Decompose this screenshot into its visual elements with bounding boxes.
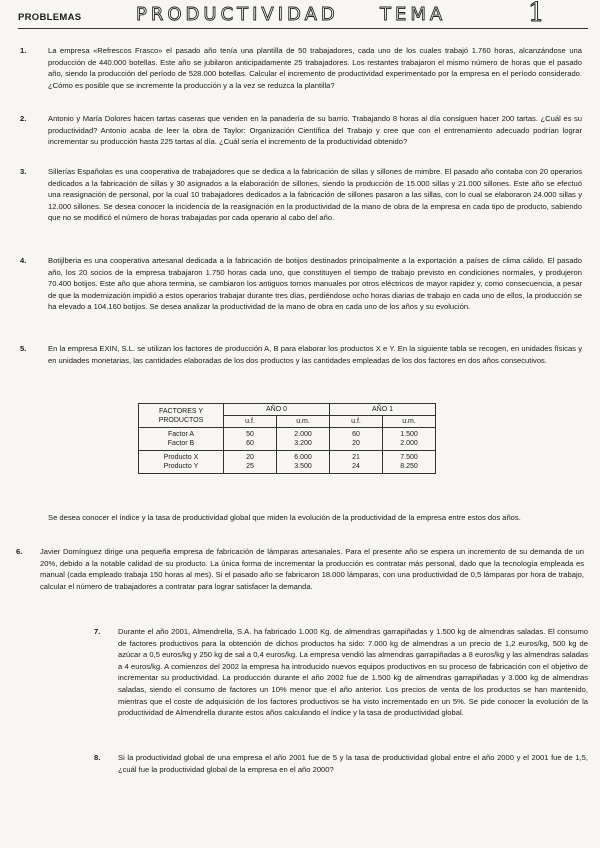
problem-text: Javier Domínguez dirige una pequeña empresa de fabricación de lámparas artesanales. Para el presente año se espera un incremento de su demanda de un 20%, debido a la notable calidad de su producto. La única forma de incrementar la producción es contratar más personal, dado que la tecnología empleada es manual (cada empleado trabaja 150 horas al mes). Si el pasado año se fabricaron 18.000 lámparas, con una productividad de 0,5 lámparas por hora de trabajo, calcular el número de trabajadores a contratar para lograr satisfacer la demanda. [40, 547, 584, 591]
cell-value: 60 [246, 440, 254, 447]
problem-number: 3. [20, 167, 27, 176]
cell-value: 24 [352, 463, 360, 470]
problem-number: 6. [16, 547, 23, 556]
problem-text: Sillerías Españolas es una cooperativa de trabajadores que se dedica a la fabricación de sillas y sillones de mimbre. El pasado año contaba con 20 operarios dedicados a la fabricación de sillas y 30 asignados a la elaboración de sillones, siendo la producción de 15.000 sillas y 21.000 sillones. Este año se efectuó una reasignación de personal, por la cual 10 trabajadores dedicados a la fabricación de sillones pasaron a las sillas, con lo cual se elaboraron 24.000 sillas y 12.000 sillones. Se desea conocer la incidencia de la reasignación en la productividad de la mano de obra de la empresa en cada tipo de producto, sabiendo que no se modificó el número de horas trabajadas por cada operario al cabo del año. [48, 167, 582, 223]
table-header-year0: AÑO 0 [224, 404, 330, 416]
table-cell [277, 428, 330, 451]
table-cell [383, 428, 436, 451]
cell-value: 8.250 [400, 463, 418, 470]
problem-text: Durante el año 2001, Almendrella, S.A. ha fabricado 1.000 Kg. de almendras garrapiñadas y 1.500 kg de almendras saladas. El consumo de factores productivos para la obtención de dichos productos ha sido: 7.000 kg de almendras a un precio de 1,2 euros/kg, 500 kg de azúcar a 0,5 euros/kg y 250 kg de sal a 0,4 euros/kg. La empresa vendió las almendras garrapiñadas a 8 euros/kg y las almendras saladas a 4 euros/kg. A comienzos del 2002 la empresa ha introducido nuevos equipos productivos en su proceso de fabricación con el objetivo de incrementar su productividad. La producción durante el año 2002 fue de 1.500 kg de almendras garrapiñadas y 3.000 kg de almendras saladas, siendo el consumo de factores un 10% menor que el año anterior. Los precios de venta de los productos se han mantenido, mientras que el coste de adquisición de los factores productivos se ha visto incrementado en un 5%. Se pide conocer la evolución de la productividad de Almendrella durante estos años calculando el índice y la tasa de productividad global. [118, 627, 588, 718]
problem-number: 8. [94, 753, 101, 762]
problem-text: Botijlberia es una cooperativa artesanal dedicada a la fabricación de botijos destinados principalmente a la exportación a países de clima cálido. El pasado año, los 20 socios de la empresa trabajaron 1.750 horas cada uno, que constituyen el tiempo de trabajo previsto en condiciones normales, y produjeron 70.400 botijos. Este año que ahora termina, se cambiaron los antiguos tornos manuales por otros eléctricos de mayor rapidez y, como consecuencia, a pesar de que la modernización impidió a estos operarios trabajar durante tres días, perdiéndose ocho horas diarias de trabajo en cada uno de ellos, la producción se ha elevado a 104.160 botijos. Se desea analizar la productividad de la mano de obra en cada uno de los años y su evolución. [48, 256, 583, 312]
table-cell [224, 451, 277, 474]
table-cell-labels [139, 428, 224, 451]
problem-text: La empresa «Refrescos Frasco» el pasado año tenía una plantilla de 50 trabajadores, cada uno de los cuales trabajó 1.760 horas, alcanzándose una producción de 440.000 botellas. Este año se jubilaron anticipadamente 25 trabajadores. Los restantes trabajaron el mismo número de horas que el pasado año, siendo la producción del período de 528.000 botellas. Calcular el incremento de productividad experimentado por la empresa en el período considerado. ¿Cómo es posible que se incremente la producción y a la vez se reduzca la plantilla? [48, 46, 582, 90]
problem-number: 4. [20, 256, 27, 265]
table-cell [383, 451, 436, 474]
row-label: Producto Y [163, 463, 199, 470]
cell-value: 50 [246, 431, 254, 438]
table-subheader: u.m. [277, 416, 330, 428]
row-label: Factor B [167, 440, 195, 447]
cell-value: 21 [352, 454, 360, 461]
row-label: Producto X [163, 454, 199, 461]
handwritten-number: 1 [528, 0, 545, 28]
table-subheader: u.m. [383, 416, 436, 428]
handwritten-tema: TEMA [380, 4, 447, 25]
row-label: Factor A [167, 431, 195, 438]
table-subheader: u.f. [224, 416, 277, 428]
problem-text: En la empresa EXIN, S.L. se utilizan los factores de producción A, B para elaborar los productos X e Y. En la siguiente tabla se recogen, en unidades físicas y en unidades monetarias, las cantidades elaboradas de los dos productos y las cantidades empleadas de los dos factores en dos años consecutivos. [48, 344, 582, 365]
problem-number: 5. [20, 344, 27, 353]
page-header [18, 0, 588, 29]
table-cell [224, 428, 277, 451]
cell-value: 20 [352, 440, 360, 447]
problem-number: 2. [20, 114, 27, 123]
problem-number: 1. [20, 46, 27, 55]
table-cell [330, 451, 383, 474]
section-label: PROBLEMAS [18, 12, 82, 23]
cell-value: 1.500 [400, 431, 418, 438]
problem-number: 7. [94, 627, 101, 636]
table-subheader: u.f. [330, 416, 383, 428]
cell-value: 3.500 [294, 463, 312, 470]
table-cell [277, 451, 330, 474]
handwritten-title: PRODUCTIVIDAD [136, 4, 339, 25]
problem-text: Si la productividad global de una empresa el año 2001 fue de 5 y la tasa de productividad global entre el año 2000 y el 2001 fue de 1,5, ¿cuál fue la productividad global de la empresa en el año 2000? [118, 753, 588, 774]
table-cell [330, 428, 383, 451]
cell-value: 60 [352, 431, 360, 438]
cell-value: 2.000 [294, 431, 312, 438]
factors-table [138, 403, 436, 474]
cell-value: 25 [246, 463, 254, 470]
table-header-year1: AÑO 1 [330, 404, 436, 416]
cell-value: 20 [246, 454, 254, 461]
cell-value: 6.000 [294, 454, 312, 461]
cell-value: 7.500 [400, 454, 418, 461]
table-cell-labels [139, 451, 224, 474]
problem-text: Antonio y María Dolores hacen tartas caseras que venden en la panadería de su barrio. Trabajando 8 horas al día consiguen hacer 200 tartas. ¿Cuál es su productividad? Antonio acaba de leer la obra de Taylor: Organización Científica del Trabajo y cree que con el entrenamiento adecuado podrían lograr incrementar su producción hasta 225 tartas al día. ¿Cuál sería el incremento de la productividad obtenido? [48, 114, 582, 147]
cell-value: 2.000 [400, 440, 418, 447]
problem-text: Se desea conocer el índice y la tasa de productividad global que miden la evolución de la productividad de la empresa entre estos dos años. [48, 513, 521, 522]
cell-value: 3.200 [294, 440, 312, 447]
table-header-factors: FACTORES Y PRODUCTOS [139, 404, 224, 428]
